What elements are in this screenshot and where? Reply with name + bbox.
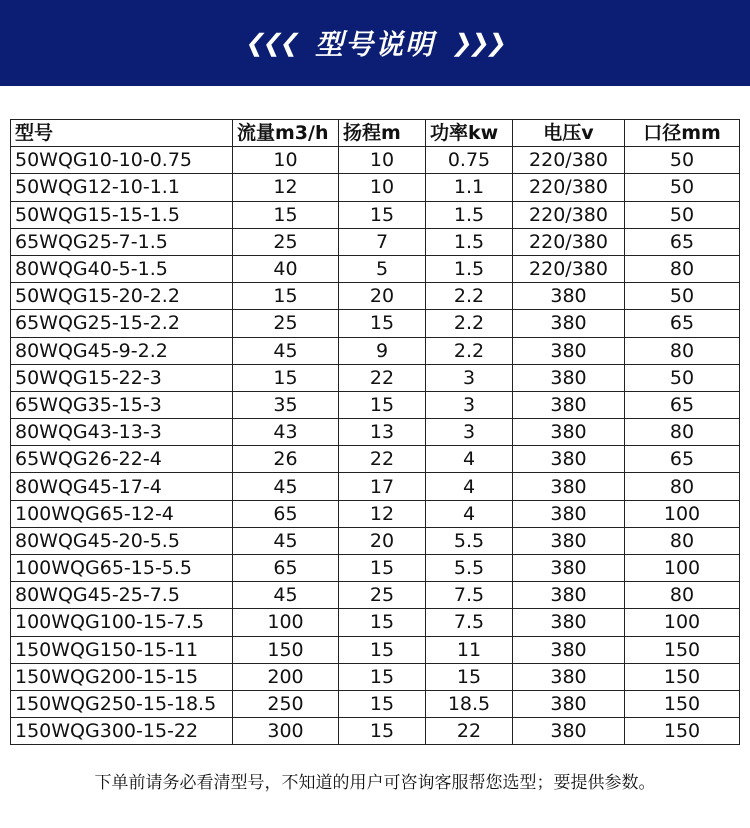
cell-power: 3 [426, 391, 513, 418]
cell-flow: 65 [233, 555, 339, 582]
cell-power: 5.5 [426, 527, 513, 554]
cell-head: 15 [339, 391, 426, 418]
cell-model: 150WQG200-15-15 [11, 663, 233, 690]
cell-flow: 40 [233, 255, 339, 282]
cell-voltage: 380 [513, 609, 625, 636]
header-model: 型号 [11, 120, 233, 147]
cell-model: 50WQG15-20-2.2 [11, 283, 233, 310]
cell-voltage: 220/380 [513, 147, 625, 174]
cell-head: 15 [339, 718, 426, 745]
table-row [11, 500, 740, 527]
cell-flow: 25 [233, 228, 339, 255]
cell-diameter: 80 [625, 473, 740, 500]
table-body [11, 147, 740, 745]
table-row [11, 310, 740, 337]
cell-power: 2.2 [426, 283, 513, 310]
cell-model: 80WQG40-5-1.5 [11, 255, 233, 282]
cell-voltage: 380 [513, 446, 625, 473]
cell-flow: 12 [233, 174, 339, 201]
cell-head: 13 [339, 419, 426, 446]
cell-power: 7.5 [426, 609, 513, 636]
table-row [11, 582, 740, 609]
cell-diameter: 65 [625, 391, 740, 418]
cell-diameter: 80 [625, 419, 740, 446]
table-row [11, 527, 740, 554]
cell-head: 9 [339, 337, 426, 364]
cell-head: 15 [339, 636, 426, 663]
cell-power: 2.2 [426, 337, 513, 364]
cell-voltage: 380 [513, 555, 625, 582]
table-row [11, 690, 740, 717]
cell-diameter: 50 [625, 201, 740, 228]
cell-head: 22 [339, 446, 426, 473]
cell-voltage: 380 [513, 582, 625, 609]
cell-voltage: 220/380 [513, 228, 625, 255]
cell-flow: 150 [233, 636, 339, 663]
cell-voltage: 220/380 [513, 201, 625, 228]
cell-head: 5 [339, 255, 426, 282]
cell-voltage: 380 [513, 419, 625, 446]
cell-head: 15 [339, 555, 426, 582]
cell-power: 3 [426, 419, 513, 446]
cell-head: 25 [339, 582, 426, 609]
cell-model: 65WQG26-22-4 [11, 446, 233, 473]
page-title: 型号说明 [314, 28, 435, 61]
cell-head: 20 [339, 283, 426, 310]
cell-diameter: 50 [625, 174, 740, 201]
cell-voltage: 380 [513, 283, 625, 310]
table-row [11, 473, 740, 500]
cell-model: 50WQG12-10-1.1 [11, 174, 233, 201]
cell-head: 10 [339, 174, 426, 201]
cell-power: 4 [426, 500, 513, 527]
header-flow: 流量m3/h [233, 120, 339, 147]
cell-model: 80WQG43-13-3 [11, 419, 233, 446]
table-row [11, 609, 740, 636]
cell-diameter: 80 [625, 527, 740, 554]
cell-flow: 26 [233, 446, 339, 473]
table-row [11, 228, 740, 255]
cell-flow: 45 [233, 473, 339, 500]
table-row [11, 255, 740, 282]
cell-voltage: 380 [513, 663, 625, 690]
cell-power: 3 [426, 364, 513, 391]
cell-diameter: 50 [625, 364, 740, 391]
cell-head: 15 [339, 690, 426, 717]
header-head: 扬程m [339, 120, 426, 147]
cell-flow: 15 [233, 364, 339, 391]
cell-head: 7 [339, 228, 426, 255]
cell-diameter: 65 [625, 310, 740, 337]
cell-power: 18.5 [426, 690, 513, 717]
cell-flow: 300 [233, 718, 339, 745]
cell-voltage: 380 [513, 310, 625, 337]
cell-head: 15 [339, 310, 426, 337]
header-voltage: 电压v [513, 120, 625, 147]
cell-flow: 15 [233, 201, 339, 228]
cell-head: 15 [339, 663, 426, 690]
cell-power: 1.5 [426, 228, 513, 255]
cell-power: 2.2 [426, 310, 513, 337]
table-row [11, 337, 740, 364]
cell-model: 150WQG300-15-22 [11, 718, 233, 745]
cell-flow: 15 [233, 283, 339, 310]
cell-model: 80WQG45-17-4 [11, 473, 233, 500]
table-row [11, 147, 740, 174]
model-spec-table [10, 119, 740, 745]
table-row [11, 555, 740, 582]
table-row [11, 391, 740, 418]
cell-power: 4 [426, 473, 513, 500]
cell-model: 65WQG25-7-1.5 [11, 228, 233, 255]
cell-power: 0.75 [426, 147, 513, 174]
cell-model: 80WQG45-9-2.2 [11, 337, 233, 364]
cell-head: 17 [339, 473, 426, 500]
cell-flow: 250 [233, 690, 339, 717]
cell-flow: 43 [233, 419, 339, 446]
table-row [11, 283, 740, 310]
cell-power: 11 [426, 636, 513, 663]
cell-diameter: 65 [625, 228, 740, 255]
title-banner [0, 0, 750, 86]
cell-power: 4 [426, 446, 513, 473]
cell-power: 15 [426, 663, 513, 690]
cell-head: 10 [339, 147, 426, 174]
cell-diameter: 150 [625, 663, 740, 690]
cell-voltage: 220/380 [513, 174, 625, 201]
cell-flow: 45 [233, 337, 339, 364]
header-power: 功率kw [426, 120, 513, 147]
cell-diameter: 80 [625, 582, 740, 609]
cell-head: 12 [339, 500, 426, 527]
cell-head: 15 [339, 201, 426, 228]
cell-diameter: 100 [625, 555, 740, 582]
cell-flow: 65 [233, 500, 339, 527]
table-row [11, 663, 740, 690]
cell-flow: 35 [233, 391, 339, 418]
cell-voltage: 220/380 [513, 255, 625, 282]
cell-power: 1.1 [426, 174, 513, 201]
cell-diameter: 100 [625, 609, 740, 636]
cell-diameter: 50 [625, 283, 740, 310]
cell-model: 50WQG10-10-0.75 [11, 147, 233, 174]
cell-model: 50WQG15-22-3 [11, 364, 233, 391]
cell-flow: 200 [233, 663, 339, 690]
table-row [11, 636, 740, 663]
header-diameter: 口径mm [625, 120, 740, 147]
cell-power: 1.5 [426, 201, 513, 228]
cell-head: 22 [339, 364, 426, 391]
cell-model: 150WQG150-15-11 [11, 636, 233, 663]
table-row [11, 364, 740, 391]
cell-flow: 10 [233, 147, 339, 174]
cell-model: 150WQG250-15-18.5 [11, 690, 233, 717]
cell-diameter: 100 [625, 500, 740, 527]
cell-head: 15 [339, 609, 426, 636]
chevron-right-icon: ❯❯❯ [450, 29, 508, 57]
table-row [11, 419, 740, 446]
cell-flow: 45 [233, 582, 339, 609]
cell-power: 1.5 [426, 255, 513, 282]
cell-diameter: 150 [625, 690, 740, 717]
cell-voltage: 380 [513, 364, 625, 391]
cell-diameter: 65 [625, 446, 740, 473]
cell-model: 100WQG65-12-4 [11, 500, 233, 527]
cell-voltage: 380 [513, 690, 625, 717]
cell-flow: 45 [233, 527, 339, 554]
table-row [11, 174, 740, 201]
cell-diameter: 80 [625, 337, 740, 364]
cell-diameter: 80 [625, 255, 740, 282]
cell-power: 22 [426, 718, 513, 745]
table-header-row [11, 120, 740, 147]
table-row [11, 446, 740, 473]
cell-model: 65WQG25-15-2.2 [11, 310, 233, 337]
cell-voltage: 380 [513, 718, 625, 745]
cell-model: 80WQG45-20-5.5 [11, 527, 233, 554]
cell-diameter: 50 [625, 147, 740, 174]
cell-voltage: 380 [513, 391, 625, 418]
cell-power: 7.5 [426, 582, 513, 609]
table-row [11, 201, 740, 228]
cell-power: 5.5 [426, 555, 513, 582]
cell-diameter: 150 [625, 636, 740, 663]
cell-model: 50WQG15-15-1.5 [11, 201, 233, 228]
cell-model: 100WQG65-15-5.5 [11, 555, 233, 582]
cell-head: 20 [339, 527, 426, 554]
cell-flow: 25 [233, 310, 339, 337]
cell-voltage: 380 [513, 337, 625, 364]
table-row [11, 718, 740, 745]
chevron-left-icon: ❮❮❮ [242, 29, 300, 57]
cell-model: 100WQG100-15-7.5 [11, 609, 233, 636]
cell-voltage: 380 [513, 636, 625, 663]
cell-diameter: 150 [625, 718, 740, 745]
cell-voltage: 380 [513, 527, 625, 554]
footer-note: 下单前请务必看清型号，不知道的用户可咨询客服帮您选型；要提供参数。 [94, 773, 656, 793]
cell-voltage: 380 [513, 500, 625, 527]
cell-voltage: 380 [513, 473, 625, 500]
cell-model: 65WQG35-15-3 [11, 391, 233, 418]
cell-model: 80WQG45-25-7.5 [11, 582, 233, 609]
cell-flow: 100 [233, 609, 339, 636]
